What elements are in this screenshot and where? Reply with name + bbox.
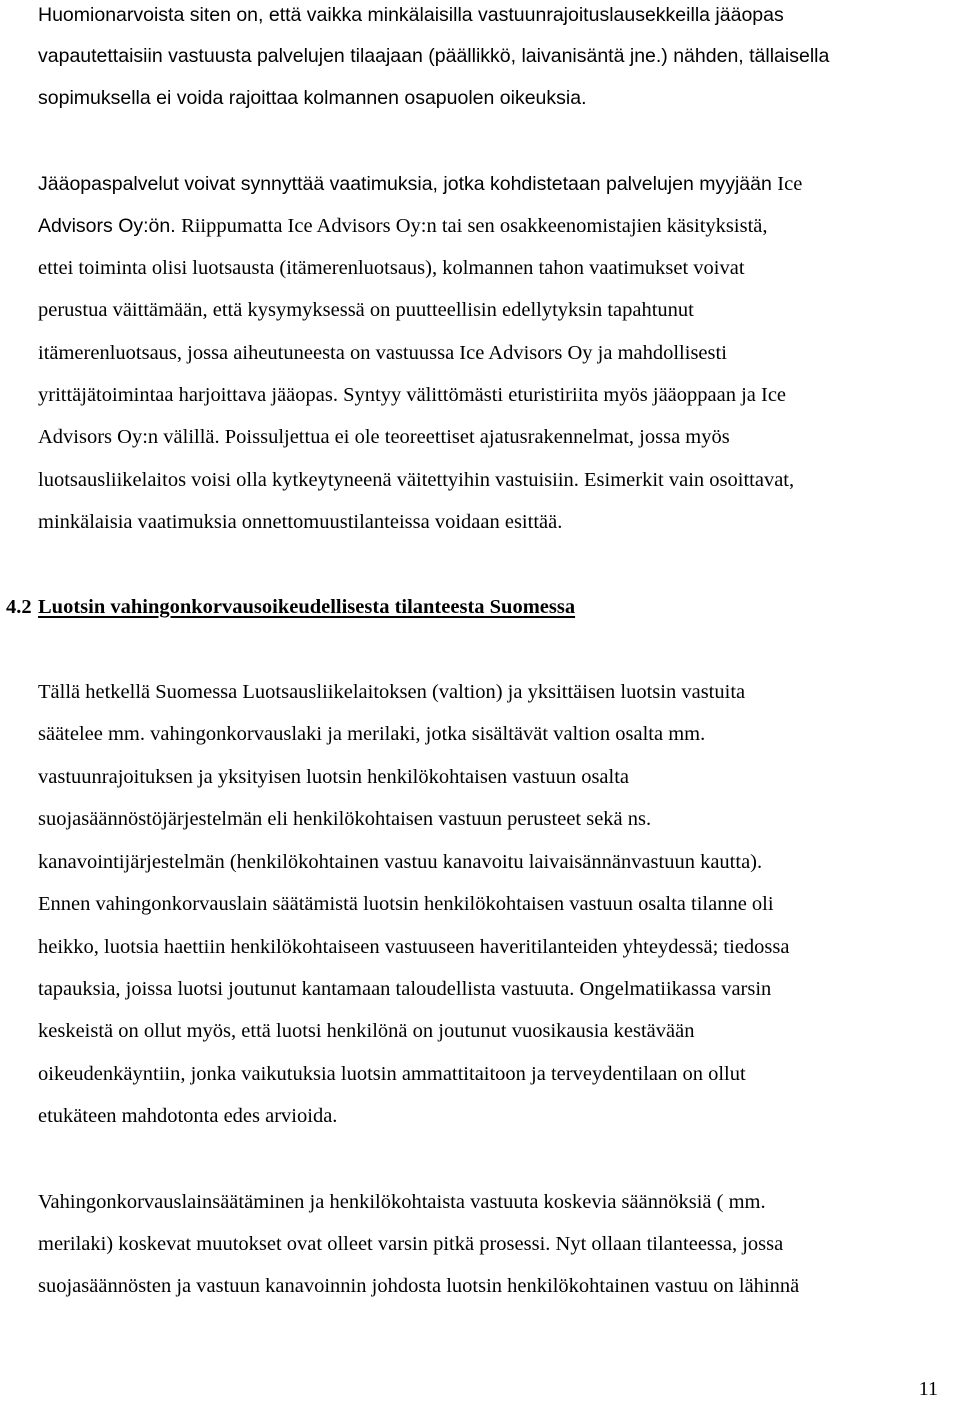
paragraph-2-line-7: Advisors Oy:n välillä. Poissuljettua ei ole teoreettiset ajatusrakennelmat, jossa myös bbox=[38, 426, 730, 448]
paragraph-2-line-6: yrittäjätoimintaa harjoittava jääopas. Syntyy välittömästi eturistiriita myös jääoppaan ja Ice bbox=[38, 384, 787, 406]
paragraph-3-line-5: kanavointijärjestelmän (henkilökohtainen vastuu kanavoitu laivaisännänvastuun kautta). bbox=[38, 851, 763, 873]
paragraph-3-line-10: oikeudenkäyntiin, jonka vaikutuksia luotsin ammattitaitoon ja terveydentilaan on ollut bbox=[38, 1063, 746, 1085]
paragraph-3-line-11: etukäteen mahdotonta edes arvioida. bbox=[38, 1105, 338, 1127]
section-title: Luotsin vahingonkorvausoikeudellisesta tilanteesta Suomessa bbox=[38, 596, 576, 618]
paragraph-3-line-1: Tällä hetkellä Suomessa Luotsausliikelaitoksen (valtion) ja yksittäisen luotsin vastuita bbox=[38, 681, 746, 703]
paragraph-1-line-2: vapautettaisiin vastuusta palvelujen tilaajaan (päällikkö, laivanisäntä jne.) nähden, tällaisella bbox=[38, 45, 830, 67]
paragraph-2-line-8: luotsausliikelaitos voisi olla kytkeytyneenä väitettyihin vastuisiin. Esimerkit vain osoittavat, bbox=[38, 469, 795, 491]
paragraph-2-line-2 bbox=[38, 213, 768, 239]
paragraph-2-line-9: minkälaisia vaatimuksia onnettomuustilanteissa voidaan esittää. bbox=[38, 511, 563, 533]
paragraph-2-line-3: ettei toiminta olisi luotsausta (itämerenluotsaus), kolmannen tahon vaatimukset voivat bbox=[38, 257, 745, 279]
paragraph-2-line-2-serif: Riippumatta Ice Advisors Oy:n tai sen osakkeenomistajien käsityksistä, bbox=[181, 215, 768, 237]
paragraph-2-line-4: perustua väittämään, että kysymyksessä on puutteellisin edellytyksin tapahtunut bbox=[38, 299, 694, 321]
paragraph-1-line-1: Huomionarvoista siten on, että vaikka minkälaisilla vastuunrajoituslausekkeilla jääopas bbox=[38, 4, 784, 26]
paragraph-3-line-7: heikko, luotsia haettiin henkilökohtaiseen vastuuseen haveritilanteiden yhteydessä; tiedossa bbox=[38, 936, 790, 958]
paragraph-2-line-1 bbox=[38, 171, 802, 197]
section-heading bbox=[6, 594, 575, 620]
paragraph-1-line-3: sopimuksella ei voida rajoittaa kolmannen osapuolen oikeuksia. bbox=[38, 87, 587, 109]
paragraph-2-line-1-sans: Jääopaspalvelut voivat synnyttää vaatimuksia, jotka kohdistetaan palvelujen myyjään bbox=[38, 173, 778, 195]
paragraph-4-line-3: suojasäännösten ja vastuun kanavoinnin johdosta luotsin henkilökohtainen vastuu on lähinnä bbox=[38, 1275, 800, 1297]
paragraph-3-line-4: suojasäännöstöjärjestelmän eli henkilökohtaisen vastuun perusteet sekä ns. bbox=[38, 808, 652, 830]
page-number: 11 bbox=[918, 1378, 938, 1400]
paragraph-4-line-1: Vahingonkorvauslainsäätäminen ja henkilökohtaista vastuuta koskevia säännöksiä ( mm. bbox=[38, 1191, 766, 1213]
paragraph-3-line-3: vastuunrajoituksen ja yksityisen luotsin henkilökohtaisen vastuun osalta bbox=[38, 766, 630, 788]
paragraph-2-line-5: itämerenluotsaus, jossa aiheutuneesta on vastuussa Ice Advisors Oy ja mahdollisesti bbox=[38, 342, 727, 364]
paragraph-3-line-8: tapauksia, joissa luotsi joutunut kantamaan taloudellista vastuuta. Ongelmatiikassa varsin bbox=[38, 978, 772, 1000]
paragraph-4-line-2: merilaki) koskevat muutokset ovat olleet varsin pitkä prosessi. Nyt ollaan tilanteessa, jossa bbox=[38, 1233, 784, 1255]
paragraph-3-line-6: Ennen vahingonkorvauslain säätämistä luotsin henkilökohtaisen vastuun osalta tilanne oli bbox=[38, 893, 774, 915]
paragraph-3-line-2: säätelee mm. vahingonkorvauslaki ja merilaki, jotka sisältävät valtion osalta mm. bbox=[38, 723, 706, 745]
section-number: 4.2 bbox=[6, 596, 32, 618]
paragraph-2-line-1-serif: Ice bbox=[777, 173, 803, 195]
paragraph-3-line-9: keskeistä on ollut myös, että luotsi henkilönä on joutunut vuosikausia kestävään bbox=[38, 1020, 695, 1042]
paragraph-2-line-2-sans: Advisors Oy:ön. bbox=[38, 215, 182, 237]
